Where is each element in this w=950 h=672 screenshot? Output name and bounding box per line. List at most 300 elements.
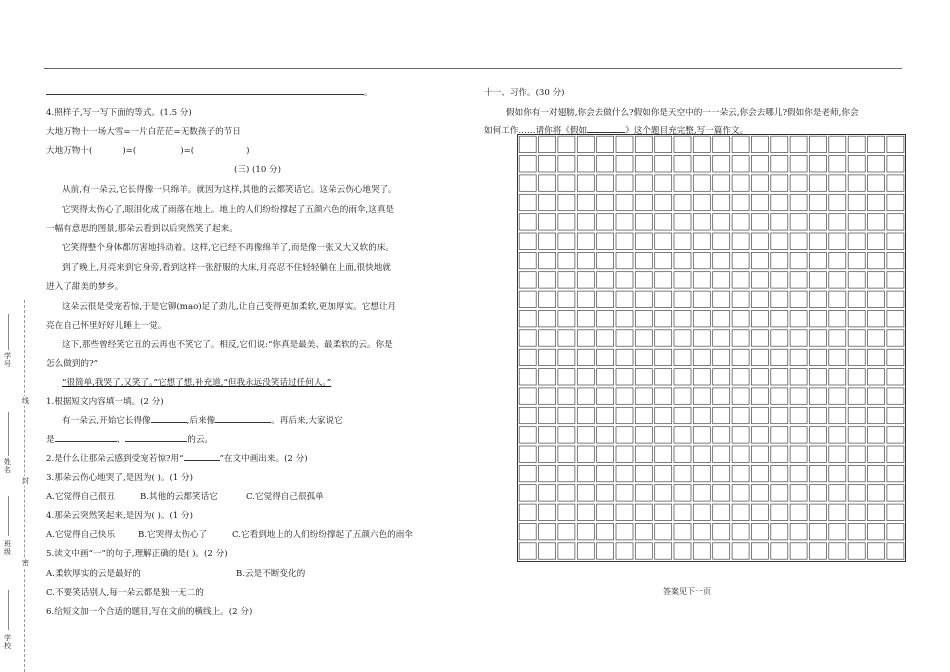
grid-cell[interactable] (519, 311, 536, 327)
grid-cell[interactable] (713, 349, 730, 365)
grid-cell[interactable] (539, 175, 556, 191)
grid-cell[interactable] (868, 369, 885, 385)
grid-cell[interactable] (674, 427, 691, 443)
grid-cell[interactable] (790, 524, 807, 540)
grid-cell[interactable] (809, 175, 826, 191)
grid-cell[interactable] (887, 252, 904, 268)
grid-cell[interactable] (713, 330, 730, 346)
grid-cell[interactable] (848, 485, 865, 501)
grid-cell[interactable] (771, 252, 788, 268)
grid-cell[interactable] (732, 272, 749, 288)
grid-cell[interactable] (732, 369, 749, 385)
grid-cell[interactable] (771, 272, 788, 288)
grid-cell[interactable] (539, 136, 556, 152)
grid-cell[interactable] (790, 427, 807, 443)
grid-cell[interactable] (577, 349, 594, 365)
grid-cell[interactable] (558, 175, 575, 191)
grid-cell[interactable] (829, 291, 846, 307)
grid-cell[interactable] (635, 252, 652, 268)
grid-cell[interactable] (616, 156, 633, 172)
grid-cell[interactable] (713, 194, 730, 210)
grid-cell[interactable] (635, 524, 652, 540)
grid-cell[interactable] (809, 194, 826, 210)
grid-cell[interactable] (655, 194, 672, 210)
grid-cell[interactable] (887, 233, 904, 249)
grid-cell[interactable] (771, 233, 788, 249)
grid-cell[interactable] (635, 156, 652, 172)
grid-cell[interactable] (674, 291, 691, 307)
grid-cell[interactable] (790, 407, 807, 423)
grid-cell[interactable] (539, 311, 556, 327)
grid-cell[interactable] (868, 427, 885, 443)
grid-cell[interactable] (519, 349, 536, 365)
grid-cell[interactable] (674, 524, 691, 540)
grid-cell[interactable] (674, 233, 691, 249)
grid-cell[interactable] (674, 194, 691, 210)
grid-cell[interactable] (539, 388, 556, 404)
grid-cell[interactable] (693, 175, 710, 191)
grid-cell[interactable] (655, 233, 672, 249)
grid-cell[interactable] (829, 272, 846, 288)
grid-cell[interactable] (655, 272, 672, 288)
grid-cell[interactable] (771, 485, 788, 501)
grid-cell[interactable] (577, 291, 594, 307)
grid-cell[interactable] (616, 446, 633, 462)
grid-cell[interactable] (751, 194, 768, 210)
grid-cell[interactable] (616, 194, 633, 210)
grid-cell[interactable] (655, 465, 672, 481)
grid-cell[interactable] (751, 349, 768, 365)
grid-cell[interactable] (848, 446, 865, 462)
grid-cell[interactable] (887, 543, 904, 559)
grid-cell[interactable] (732, 291, 749, 307)
grid-cell[interactable] (674, 388, 691, 404)
grid-cell[interactable] (868, 194, 885, 210)
grid-cell[interactable] (635, 175, 652, 191)
grid-cell[interactable] (751, 291, 768, 307)
grid-cell[interactable] (771, 291, 788, 307)
grid-cell[interactable] (848, 524, 865, 540)
grid-cell[interactable] (732, 214, 749, 230)
grid-cell[interactable] (597, 136, 614, 152)
grid-cell[interactable] (713, 369, 730, 385)
grid-cell[interactable] (732, 504, 749, 520)
grid-cell[interactable] (519, 233, 536, 249)
grid-cell[interactable] (616, 485, 633, 501)
grid-cell[interactable] (771, 330, 788, 346)
grid-cell[interactable] (674, 175, 691, 191)
grid-cell[interactable] (713, 446, 730, 462)
grid-cell[interactable] (809, 272, 826, 288)
grid-cell[interactable] (539, 194, 556, 210)
grid-cell[interactable] (635, 272, 652, 288)
grid-cell[interactable] (751, 369, 768, 385)
grid-cell[interactable] (655, 252, 672, 268)
grid-cell[interactable] (887, 446, 904, 462)
grid-cell[interactable] (635, 504, 652, 520)
grid-cell[interactable] (655, 175, 672, 191)
grid-cell[interactable] (635, 136, 652, 152)
grid-cell[interactable] (887, 524, 904, 540)
grid-cell[interactable] (558, 252, 575, 268)
grid-cell[interactable] (848, 136, 865, 152)
grid-cell[interactable] (790, 330, 807, 346)
grid-cell[interactable] (732, 407, 749, 423)
grid-cell[interactable] (577, 465, 594, 481)
grid-cell[interactable] (674, 272, 691, 288)
grid-cell[interactable] (558, 388, 575, 404)
grid-cell[interactable] (519, 214, 536, 230)
grid-cell[interactable] (771, 194, 788, 210)
grid-cell[interactable] (655, 330, 672, 346)
grid-cell[interactable] (829, 407, 846, 423)
grid-cell[interactable] (848, 194, 865, 210)
grid-cell[interactable] (790, 465, 807, 481)
grid-cell[interactable] (558, 446, 575, 462)
grid-cell[interactable] (848, 156, 865, 172)
grid-cell[interactable] (751, 175, 768, 191)
grid-cell[interactable] (674, 136, 691, 152)
grid-cell[interactable] (597, 330, 614, 346)
grid-cell[interactable] (577, 504, 594, 520)
grid-cell[interactable] (751, 427, 768, 443)
grid-cell[interactable] (713, 136, 730, 152)
grid-cell[interactable] (809, 369, 826, 385)
grid-cell[interactable] (674, 330, 691, 346)
grid-cell[interactable] (519, 136, 536, 152)
grid-cell[interactable] (809, 543, 826, 559)
grid-cell[interactable] (597, 504, 614, 520)
grid-cell[interactable] (655, 543, 672, 559)
grid-cell[interactable] (848, 349, 865, 365)
grid-cell[interactable] (616, 407, 633, 423)
grid-cell[interactable] (732, 330, 749, 346)
grid-cell[interactable] (771, 407, 788, 423)
grid-cell[interactable] (771, 388, 788, 404)
grid-cell[interactable] (751, 214, 768, 230)
grid-cell[interactable] (809, 349, 826, 365)
grid-cell[interactable] (848, 272, 865, 288)
grid-cell[interactable] (829, 524, 846, 540)
grid-cell[interactable] (577, 311, 594, 327)
grid-cell[interactable] (577, 272, 594, 288)
grid-cell[interactable] (539, 446, 556, 462)
grid-cell[interactable] (577, 446, 594, 462)
grid-cell[interactable] (655, 446, 672, 462)
grid-cell[interactable] (868, 252, 885, 268)
grid-cell[interactable] (732, 136, 749, 152)
grid-cell[interactable] (751, 136, 768, 152)
grid-cell[interactable] (732, 465, 749, 481)
grid-cell[interactable] (558, 214, 575, 230)
grid-cell[interactable] (693, 465, 710, 481)
grid-cell[interactable] (539, 504, 556, 520)
grid-cell[interactable] (674, 311, 691, 327)
grid-cell[interactable] (577, 427, 594, 443)
grid-cell[interactable] (674, 369, 691, 385)
grid-cell[interactable] (558, 407, 575, 423)
grid-cell[interactable] (809, 214, 826, 230)
grid-cell[interactable] (868, 156, 885, 172)
grid-cell[interactable] (887, 485, 904, 501)
grid-cell[interactable] (577, 214, 594, 230)
grid-cell[interactable] (790, 272, 807, 288)
grid-cell[interactable] (597, 194, 614, 210)
grid-cell[interactable] (713, 504, 730, 520)
grid-cell[interactable] (674, 465, 691, 481)
grid-cell[interactable] (732, 485, 749, 501)
grid-cell[interactable] (597, 446, 614, 462)
grid-cell[interactable] (713, 233, 730, 249)
grid-cell[interactable] (887, 465, 904, 481)
grid-cell[interactable] (829, 311, 846, 327)
grid-cell[interactable] (868, 214, 885, 230)
grid-cell[interactable] (732, 156, 749, 172)
grid-cell[interactable] (693, 407, 710, 423)
grid-cell[interactable] (771, 369, 788, 385)
grid-cell[interactable] (577, 485, 594, 501)
grid-cell[interactable] (597, 252, 614, 268)
grid-cell[interactable] (597, 427, 614, 443)
grid-cell[interactable] (887, 272, 904, 288)
grid-cell[interactable] (577, 136, 594, 152)
grid-cell[interactable] (809, 524, 826, 540)
grid-cell[interactable] (713, 427, 730, 443)
grid-cell[interactable] (693, 504, 710, 520)
grid-cell[interactable] (693, 524, 710, 540)
grid-cell[interactable] (539, 407, 556, 423)
grid-cell[interactable] (713, 214, 730, 230)
grid-cell[interactable] (713, 156, 730, 172)
grid-cell[interactable] (809, 427, 826, 443)
grid-cell[interactable] (790, 233, 807, 249)
grid-cell[interactable] (539, 272, 556, 288)
grid-cell[interactable] (790, 156, 807, 172)
grid-cell[interactable] (771, 543, 788, 559)
grid-cell[interactable] (848, 388, 865, 404)
grid-cell[interactable] (616, 504, 633, 520)
grid-cell[interactable] (887, 156, 904, 172)
grid-cell[interactable] (597, 369, 614, 385)
grid-cell[interactable] (655, 311, 672, 327)
grid-cell[interactable] (635, 543, 652, 559)
grid-cell[interactable] (539, 291, 556, 307)
grid-cell[interactable] (693, 214, 710, 230)
grid-cell[interactable] (751, 446, 768, 462)
grid-cell[interactable] (597, 156, 614, 172)
grid-cell[interactable] (693, 446, 710, 462)
grid-cell[interactable] (558, 465, 575, 481)
grid-cell[interactable] (829, 427, 846, 443)
grid-cell[interactable] (519, 446, 536, 462)
grid-cell[interactable] (693, 349, 710, 365)
grid-cell[interactable] (868, 446, 885, 462)
grid-cell[interactable] (597, 233, 614, 249)
grid-cell[interactable] (829, 156, 846, 172)
grid-cell[interactable] (519, 369, 536, 385)
grid-cell[interactable] (732, 388, 749, 404)
grid-cell[interactable] (829, 194, 846, 210)
grid-cell[interactable] (616, 214, 633, 230)
grid-cell[interactable] (771, 349, 788, 365)
grid-cell[interactable] (577, 407, 594, 423)
grid-cell[interactable] (655, 136, 672, 152)
grid-cell[interactable] (635, 465, 652, 481)
grid-cell[interactable] (848, 504, 865, 520)
grid-cell[interactable] (693, 291, 710, 307)
grid-cell[interactable] (848, 427, 865, 443)
grid-cell[interactable] (829, 136, 846, 152)
grid-cell[interactable] (887, 330, 904, 346)
grid-cell[interactable] (829, 175, 846, 191)
grid-cell[interactable] (616, 291, 633, 307)
grid-cell[interactable] (539, 465, 556, 481)
grid-cell[interactable] (868, 543, 885, 559)
grid-cell[interactable] (558, 194, 575, 210)
grid-cell[interactable] (848, 369, 865, 385)
grid-cell[interactable] (713, 388, 730, 404)
grid-cell[interactable] (693, 311, 710, 327)
grid-cell[interactable] (751, 465, 768, 481)
grid-cell[interactable] (635, 291, 652, 307)
grid-cell[interactable] (539, 524, 556, 540)
grid-cell[interactable] (887, 349, 904, 365)
grid-cell[interactable] (674, 349, 691, 365)
grid-cell[interactable] (790, 349, 807, 365)
grid-cell[interactable] (558, 311, 575, 327)
grid-cell[interactable] (539, 233, 556, 249)
grid-cell[interactable] (674, 485, 691, 501)
grid-cell[interactable] (887, 194, 904, 210)
grid-cell[interactable] (771, 175, 788, 191)
grid-cell[interactable] (616, 272, 633, 288)
grid-cell[interactable] (539, 252, 556, 268)
grid-cell[interactable] (558, 543, 575, 559)
grid-cell[interactable] (848, 175, 865, 191)
grid-cell[interactable] (616, 330, 633, 346)
grid-cell[interactable] (868, 233, 885, 249)
grid-cell[interactable] (597, 349, 614, 365)
grid-cell[interactable] (635, 485, 652, 501)
grid-cell[interactable] (558, 524, 575, 540)
grid-cell[interactable] (558, 485, 575, 501)
grid-cell[interactable] (539, 214, 556, 230)
grid-cell[interactable] (868, 291, 885, 307)
grid-cell[interactable] (635, 194, 652, 210)
grid-cell[interactable] (848, 291, 865, 307)
grid-cell[interactable] (771, 156, 788, 172)
grid-cell[interactable] (616, 233, 633, 249)
grid-cell[interactable] (713, 311, 730, 327)
grid-cell[interactable] (519, 407, 536, 423)
grid-cell[interactable] (616, 543, 633, 559)
grid-cell[interactable] (539, 349, 556, 365)
grid-cell[interactable] (597, 214, 614, 230)
grid-cell[interactable] (519, 543, 536, 559)
grid-cell[interactable] (655, 407, 672, 423)
grid-cell[interactable] (713, 543, 730, 559)
grid-cell[interactable] (577, 388, 594, 404)
grid-cell[interactable] (751, 388, 768, 404)
grid-cell[interactable] (616, 369, 633, 385)
grid-cell[interactable] (558, 504, 575, 520)
grid-cell[interactable] (809, 485, 826, 501)
grid-cell[interactable] (713, 272, 730, 288)
grid-cell[interactable] (635, 233, 652, 249)
grid-cell[interactable] (539, 369, 556, 385)
grid-cell[interactable] (577, 543, 594, 559)
grid-cell[interactable] (713, 407, 730, 423)
grid-cell[interactable] (713, 524, 730, 540)
grid-cell[interactable] (539, 485, 556, 501)
grid-cell[interactable] (751, 407, 768, 423)
grid-cell[interactable] (713, 291, 730, 307)
grid-cell[interactable] (732, 446, 749, 462)
grid-cell[interactable] (519, 252, 536, 268)
grid-cell[interactable] (693, 369, 710, 385)
grid-cell[interactable] (674, 543, 691, 559)
writing-grid[interactable] (517, 134, 906, 562)
grid-cell[interactable] (751, 156, 768, 172)
grid-cell[interactable] (616, 524, 633, 540)
grid-cell[interactable] (635, 214, 652, 230)
grid-cell[interactable] (616, 465, 633, 481)
grid-cell[interactable] (790, 311, 807, 327)
grid-cell[interactable] (693, 330, 710, 346)
grid-cell[interactable] (616, 388, 633, 404)
grid-cell[interactable] (868, 136, 885, 152)
grid-cell[interactable] (655, 291, 672, 307)
grid-cell[interactable] (809, 136, 826, 152)
grid-cell[interactable] (597, 485, 614, 501)
grid-cell[interactable] (868, 330, 885, 346)
grid-cell[interactable] (809, 156, 826, 172)
grid-cell[interactable] (616, 427, 633, 443)
grid-cell[interactable] (829, 214, 846, 230)
grid-cell[interactable] (809, 388, 826, 404)
grid-cell[interactable] (790, 543, 807, 559)
grid-cell[interactable] (577, 330, 594, 346)
grid-cell[interactable] (519, 465, 536, 481)
grid-cell[interactable] (771, 311, 788, 327)
grid-cell[interactable] (771, 504, 788, 520)
grid-cell[interactable] (713, 465, 730, 481)
grid-cell[interactable] (693, 156, 710, 172)
grid-cell[interactable] (577, 175, 594, 191)
grid-cell[interactable] (655, 485, 672, 501)
grid-cell[interactable] (829, 349, 846, 365)
grid-cell[interactable] (732, 175, 749, 191)
grid-cell[interactable] (887, 291, 904, 307)
grid-cell[interactable] (790, 504, 807, 520)
grid-cell[interactable] (674, 446, 691, 462)
grid-cell[interactable] (887, 427, 904, 443)
grid-cell[interactable] (558, 136, 575, 152)
grid-cell[interactable] (868, 349, 885, 365)
grid-cell[interactable] (597, 524, 614, 540)
grid-cell[interactable] (829, 465, 846, 481)
grid-cell[interactable] (809, 252, 826, 268)
grid-cell[interactable] (674, 214, 691, 230)
grid-cell[interactable] (809, 291, 826, 307)
grid-cell[interactable] (829, 504, 846, 520)
grid-cell[interactable] (790, 369, 807, 385)
grid-cell[interactable] (539, 427, 556, 443)
grid-cell[interactable] (713, 252, 730, 268)
grid-cell[interactable] (751, 330, 768, 346)
grid-cell[interactable] (771, 465, 788, 481)
grid-cell[interactable] (558, 330, 575, 346)
